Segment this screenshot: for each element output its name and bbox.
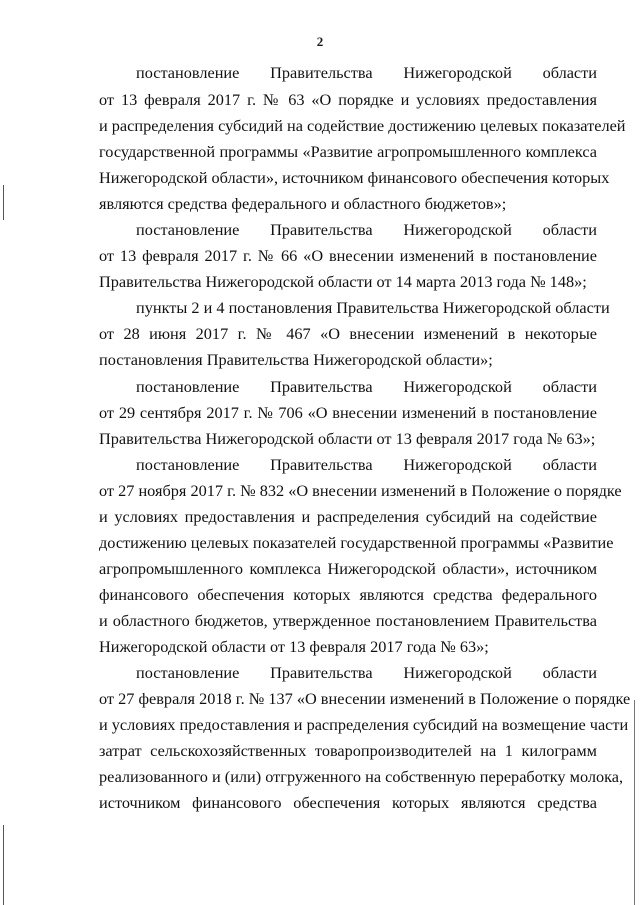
- text-line: достижению целевых показателей государственной программы «Развитие: [99, 533, 614, 552]
- text-line: являются средства федерального и областного бюджетов»;: [99, 194, 507, 213]
- text-line: постановление Правительства Нижегородской области: [136, 63, 597, 82]
- text-line: от 29 сентября 2017 г. № 706 «О внесении изменений в постановление: [99, 403, 597, 422]
- text-line: от 27 февраля 2018 г. № 137 «О внесении изменений в Положение о порядке: [99, 689, 631, 708]
- text-line: от 27 ноября 2017 г. № 832 «О внесении изменений в Положение о порядке: [99, 481, 622, 500]
- text-line: постановление Правительства Нижегородской области: [136, 220, 597, 239]
- text-line: Нижегородской области», источником финансового обеспечения которых: [99, 168, 610, 187]
- text-line: агропромышленного комплекса Нижегородской области», источником: [99, 559, 597, 578]
- scan-edge-right: [634, 700, 635, 905]
- text-line: Правительства Нижегородской области от 13 февраля 2017 года № 63»;: [99, 429, 596, 448]
- page-number: 2: [316, 34, 324, 49]
- scan-edge-left: [3, 185, 4, 220]
- text-line: постановление Правительства Нижегородской области: [136, 455, 597, 474]
- text-line: и распределения субсидий на содействие достижению целевых показателей: [99, 116, 626, 135]
- text-line: Правительства Нижегородской области от 14 марта 2013 года № 148»;: [99, 272, 587, 291]
- text-line: финансового обеспечения которых являются средства федерального: [99, 585, 597, 604]
- text-line: затрат сельскохозяйственных товаропроизводителей на 1 килограмм: [99, 741, 597, 760]
- text-line: пункты 2 и 4 постановления Правительства Нижегородской области: [136, 298, 610, 317]
- text-line: источником финансового обеспечения которых являются средства: [99, 793, 597, 812]
- scan-edge-left-lower: [3, 825, 4, 905]
- text-line: от 13 февраля 2017 г. № 66 «О внесении изменений в постановление: [99, 246, 597, 265]
- text-line: и условиях предоставления и распределения субсидий на возмещение части: [99, 715, 629, 734]
- text-line: Нижегородской области от 13 февраля 2017 года № 63»;: [99, 637, 489, 656]
- text-line: постановление Правительства Нижегородской области: [136, 663, 597, 682]
- text-line: постановления Правительства Нижегородской области»;: [99, 350, 493, 369]
- text-line: государственной программы «Развитие агропромышленного комплекса: [99, 142, 597, 161]
- text-line: от 28 июня 2017 г. № 467 «О внесении изменений в некоторые: [99, 324, 597, 343]
- text-line: постановление Правительства Нижегородской области: [136, 377, 597, 396]
- text-line: и областного бюджетов, утвержденное постановлением Правительства: [99, 611, 597, 630]
- text-line: и условиях предоставления и распределения субсидий на содействие: [99, 507, 597, 526]
- text-line: реализованного и (или) отгруженного на собственную переработку молока,: [99, 767, 624, 786]
- text-line: от 13 февраля 2017 г. № 63 «О порядке и условиях предоставления: [99, 90, 597, 109]
